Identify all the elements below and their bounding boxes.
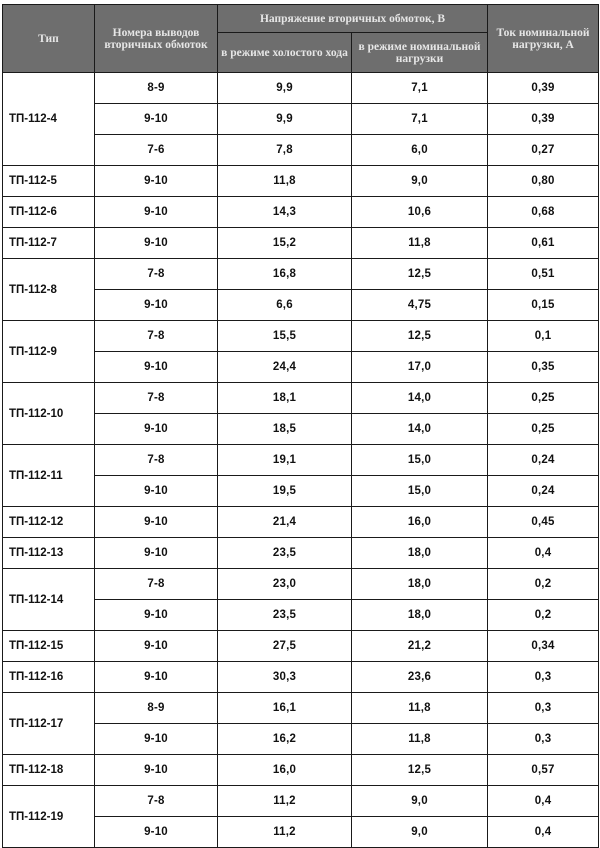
type-cell: ТП-112-18	[3, 755, 95, 786]
nominal-cell: 9,0	[352, 786, 488, 817]
terminals-cell: 8-9	[95, 693, 218, 724]
terminals-cell: 8-9	[95, 73, 218, 104]
nominal-cell: 4,75	[352, 290, 488, 321]
terminals-cell: 7-8	[95, 321, 218, 352]
no-load-cell: 21,4	[218, 507, 352, 538]
terminals-cell: 9-10	[95, 755, 218, 786]
table-row	[3, 507, 599, 538]
terminals-cell: 7-8	[95, 786, 218, 817]
terminals-cell: 9-10	[95, 662, 218, 693]
no-load-cell: 16,1	[218, 693, 352, 724]
nominal-cell: 11,8	[352, 693, 488, 724]
no-load-cell: 23,5	[218, 538, 352, 569]
current-cell: 0,1	[488, 321, 599, 352]
no-load-cell: 18,1	[218, 383, 352, 414]
type-cell: ТП-112-4	[3, 73, 95, 166]
current-cell: 0,51	[488, 259, 599, 290]
no-load-cell: 19,1	[218, 445, 352, 476]
type-cell: ТП-112-5	[3, 166, 95, 197]
current-cell: 0,39	[488, 73, 599, 104]
type-cell: ТП-112-9	[3, 321, 95, 383]
nominal-cell: 10,6	[352, 197, 488, 228]
current-cell: 0,24	[488, 476, 599, 507]
type-cell: ТП-112-16	[3, 662, 95, 693]
nominal-cell: 7,1	[352, 104, 488, 135]
type-cell: ТП-112-11	[3, 445, 95, 507]
nominal-cell: 14,0	[352, 383, 488, 414]
nominal-cell: 15,0	[352, 476, 488, 507]
terminals-cell: 9-10	[95, 631, 218, 662]
table-row	[3, 786, 599, 817]
nominal-cell: 11,8	[352, 724, 488, 755]
nominal-cell: 12,5	[352, 755, 488, 786]
type-cell: ТП-112-8	[3, 259, 95, 321]
table-row	[3, 259, 599, 290]
nominal-cell: 11,8	[352, 228, 488, 259]
terminals-cell: 9-10	[95, 166, 218, 197]
no-load-cell: 23,0	[218, 569, 352, 600]
table-row	[3, 755, 599, 786]
no-load-cell: 16,8	[218, 259, 352, 290]
no-load-cell: 15,2	[218, 228, 352, 259]
type-cell: ТП-112-13	[3, 538, 95, 569]
table-body	[3, 73, 599, 848]
terminals-cell: 7-6	[95, 135, 218, 166]
table-row	[3, 228, 599, 259]
header-current: Ток номинальной нагрузки, А	[488, 5, 599, 73]
table-row	[3, 166, 599, 197]
no-load-cell: 6,6	[218, 290, 352, 321]
terminals-cell: 9-10	[95, 817, 218, 848]
nominal-cell: 21,2	[352, 631, 488, 662]
no-load-cell: 14,3	[218, 197, 352, 228]
header-voltage-group: Напряжение вторичных обмоток, В	[218, 5, 488, 33]
current-cell: 0,15	[488, 290, 599, 321]
terminals-cell: 7-8	[95, 445, 218, 476]
header-no-load: в режиме холостого хода	[218, 33, 352, 73]
terminals-cell: 7-8	[95, 259, 218, 290]
table-row	[3, 693, 599, 724]
table-header	[3, 5, 599, 73]
current-cell: 0,3	[488, 662, 599, 693]
current-cell: 0,3	[488, 693, 599, 724]
nominal-cell: 18,0	[352, 569, 488, 600]
no-load-cell: 11,2	[218, 817, 352, 848]
terminals-cell: 9-10	[95, 507, 218, 538]
nominal-cell: 12,5	[352, 259, 488, 290]
type-cell: ТП-112-6	[3, 197, 95, 228]
current-cell: 0,4	[488, 817, 599, 848]
table-row	[3, 569, 599, 600]
table-row	[3, 73, 599, 104]
terminals-cell: 9-10	[95, 538, 218, 569]
type-cell: ТП-112-19	[3, 786, 95, 848]
no-load-cell: 23,5	[218, 600, 352, 631]
current-cell: 0,4	[488, 786, 599, 817]
type-cell: ТП-112-15	[3, 631, 95, 662]
no-load-cell: 30,3	[218, 662, 352, 693]
terminals-cell: 9-10	[95, 476, 218, 507]
header-terminals: Номера выводов вторичных обмоток	[95, 5, 218, 73]
current-cell: 0,3	[488, 724, 599, 755]
terminals-cell: 9-10	[95, 197, 218, 228]
type-cell: ТП-112-7	[3, 228, 95, 259]
nominal-cell: 9,0	[352, 166, 488, 197]
no-load-cell: 27,5	[218, 631, 352, 662]
nominal-cell: 16,0	[352, 507, 488, 538]
current-cell: 0,2	[488, 600, 599, 631]
terminals-cell: 9-10	[95, 600, 218, 631]
terminals-cell: 7-8	[95, 569, 218, 600]
no-load-cell: 18,5	[218, 414, 352, 445]
current-cell: 0,25	[488, 414, 599, 445]
no-load-cell: 19,5	[218, 476, 352, 507]
nominal-cell: 12,5	[352, 321, 488, 352]
nominal-cell: 18,0	[352, 538, 488, 569]
terminals-cell: 7-8	[95, 383, 218, 414]
no-load-cell: 24,4	[218, 352, 352, 383]
table-row	[3, 538, 599, 569]
current-cell: 0,27	[488, 135, 599, 166]
table-row	[3, 662, 599, 693]
current-cell: 0,25	[488, 383, 599, 414]
no-load-cell: 16,0	[218, 755, 352, 786]
current-cell: 0,68	[488, 197, 599, 228]
no-load-cell: 11,8	[218, 166, 352, 197]
terminals-cell: 9-10	[95, 290, 218, 321]
no-load-cell: 9,9	[218, 104, 352, 135]
terminals-cell: 9-10	[95, 104, 218, 135]
no-load-cell: 7,8	[218, 135, 352, 166]
no-load-cell: 15,5	[218, 321, 352, 352]
current-cell: 0,39	[488, 104, 599, 135]
nominal-cell: 14,0	[352, 414, 488, 445]
no-load-cell: 9,9	[218, 73, 352, 104]
current-cell: 0,2	[488, 569, 599, 600]
nominal-cell: 17,0	[352, 352, 488, 383]
current-cell: 0,61	[488, 228, 599, 259]
table-row	[3, 321, 599, 352]
nominal-cell: 6,0	[352, 135, 488, 166]
table-row	[3, 445, 599, 476]
terminals-cell: 9-10	[95, 228, 218, 259]
transformer-spec-table	[2, 4, 599, 848]
terminals-cell: 9-10	[95, 352, 218, 383]
nominal-cell: 18,0	[352, 600, 488, 631]
table-row	[3, 197, 599, 228]
type-cell: ТП-112-10	[3, 383, 95, 445]
nominal-cell: 15,0	[352, 445, 488, 476]
current-cell: 0,35	[488, 352, 599, 383]
current-cell: 0,24	[488, 445, 599, 476]
type-cell: ТП-112-14	[3, 569, 95, 631]
current-cell: 0,57	[488, 755, 599, 786]
current-cell: 0,34	[488, 631, 599, 662]
no-load-cell: 16,2	[218, 724, 352, 755]
table-row	[3, 631, 599, 662]
nominal-cell: 23,6	[352, 662, 488, 693]
type-cell: ТП-112-12	[3, 507, 95, 538]
terminals-cell: 9-10	[95, 724, 218, 755]
table-row	[3, 383, 599, 414]
header-type: Тип	[3, 5, 95, 73]
terminals-cell: 9-10	[95, 414, 218, 445]
no-load-cell: 11,2	[218, 786, 352, 817]
nominal-cell: 9,0	[352, 817, 488, 848]
current-cell: 0,80	[488, 166, 599, 197]
nominal-cell: 7,1	[352, 73, 488, 104]
header-nominal: в режиме номинальной нагрузки	[352, 33, 488, 73]
type-cell: ТП-112-17	[3, 693, 95, 755]
current-cell: 0,45	[488, 507, 599, 538]
current-cell: 0,4	[488, 538, 599, 569]
